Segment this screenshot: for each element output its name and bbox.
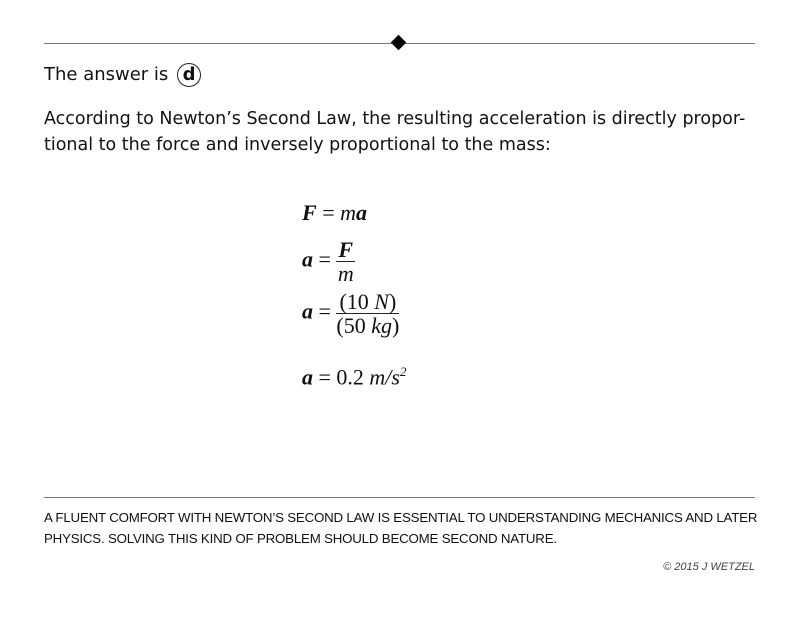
fraction <box>336 290 399 337</box>
value: 0.2 <box>336 364 370 390</box>
answer-line <box>44 63 201 87</box>
equals: = <box>313 246 337 272</box>
answer-choice: d <box>177 63 201 87</box>
caption: A FLUENT COMFORT WITH NEWTON’S SECOND LAW IS ESSENTIAL TO UNDERSTANDING MECHANICS AND LATER PHYSICS. SOLVING THIS KIND OF PROBLEM SHOULD BECOME SECOND NATURE. <box>44 510 758 546</box>
equation-3 <box>302 290 399 337</box>
fraction <box>336 238 355 285</box>
numerator <box>336 290 399 314</box>
denominator: m <box>337 261 354 287</box>
equals: = <box>316 200 341 225</box>
symbol: a <box>302 298 313 324</box>
numerator: F <box>338 237 354 262</box>
explanation-text: According to Newton’s Second Law, the resulting acceleration is directly propor- tional to the force and inversely proportional to the mass: <box>44 109 746 155</box>
symbol: a <box>302 364 313 390</box>
paren: ) <box>388 289 397 314</box>
equation-2 <box>302 238 355 285</box>
exponent: 2 <box>399 364 407 379</box>
value: (10 <box>339 289 375 314</box>
equals: = <box>313 298 337 324</box>
symbol: F <box>302 200 317 225</box>
unit: m/s <box>369 364 400 390</box>
value: (50 <box>336 313 372 339</box>
equation-1 <box>302 200 367 226</box>
symbol: m <box>340 200 356 225</box>
bottom-divider <box>44 497 755 498</box>
answer-prefix: The answer is <box>44 64 169 85</box>
symbol: a <box>302 246 313 272</box>
diamond-ornament <box>391 35 407 51</box>
symbol: a <box>356 200 367 225</box>
denominator <box>336 314 399 337</box>
unit: N <box>374 289 389 314</box>
paren: ) <box>392 313 400 339</box>
unit: kg <box>371 313 393 339</box>
copyright: © 2015 J WETZEL <box>663 561 755 573</box>
equation-4 <box>302 364 406 390</box>
equals: = <box>313 364 337 390</box>
